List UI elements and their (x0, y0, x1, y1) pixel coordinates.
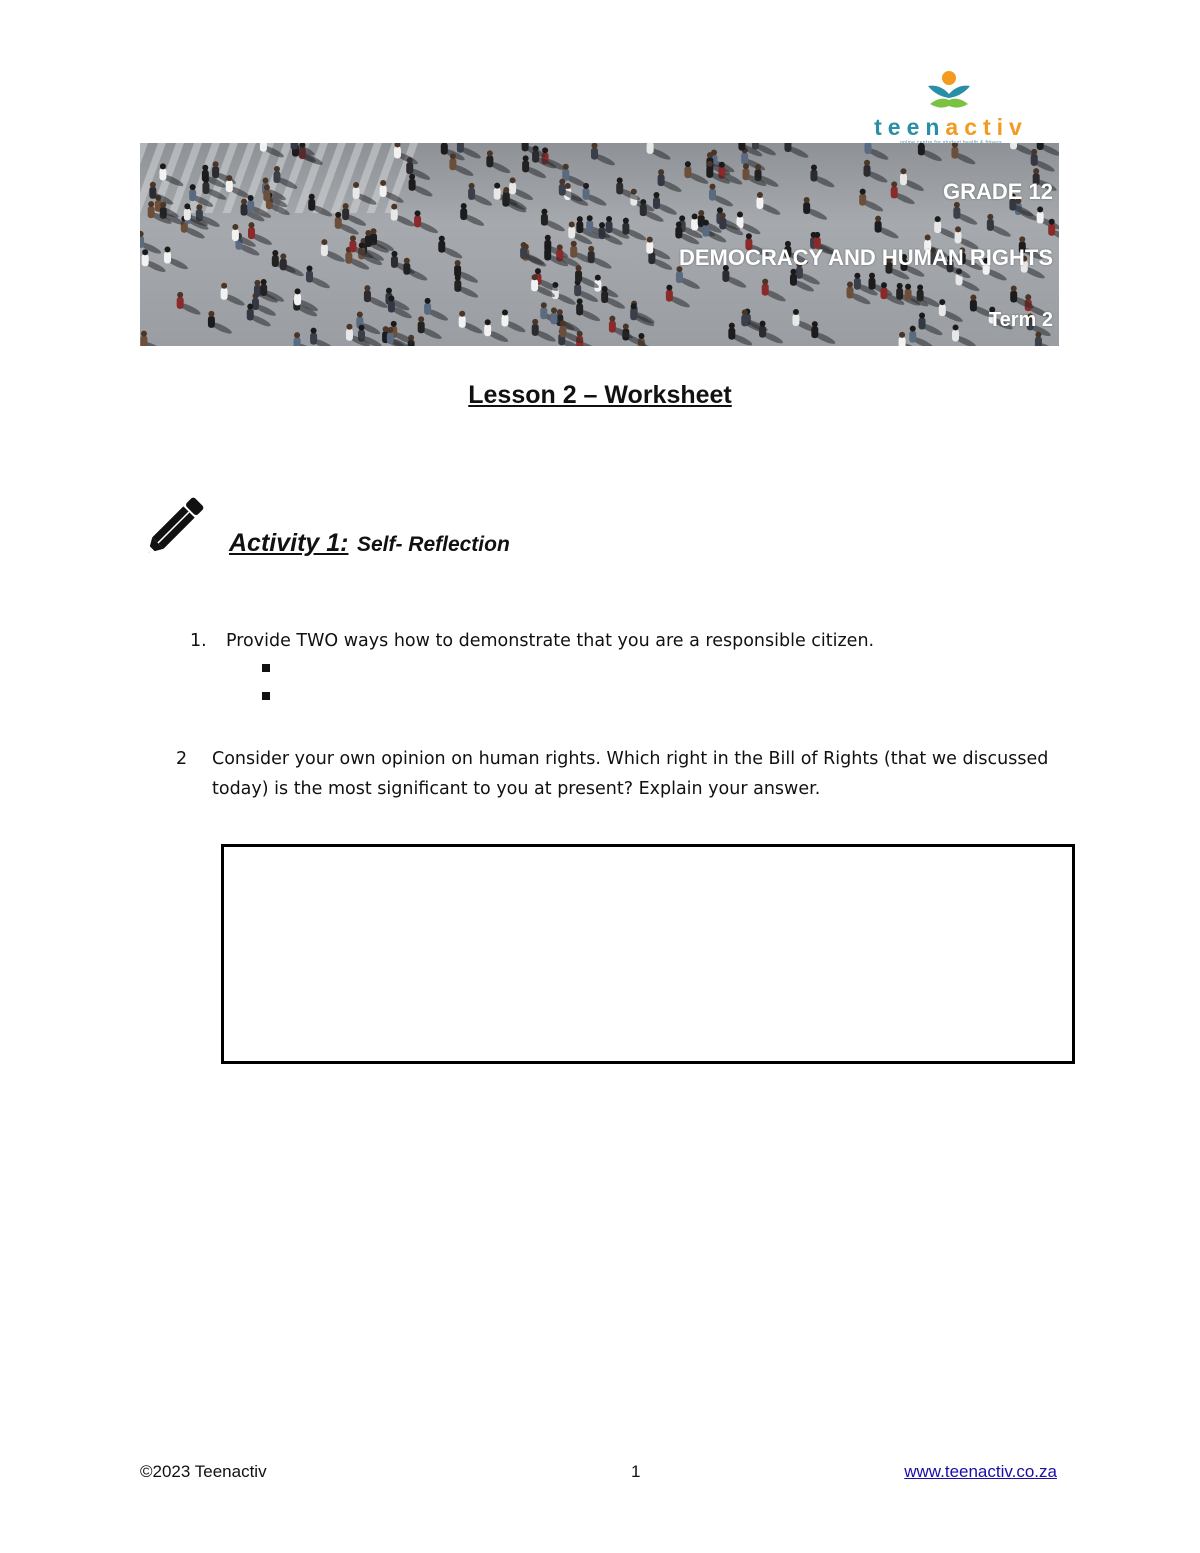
question-2-text: Consider your own opinion on human rights. Which right in the Bill of Rights (that we discussed today) is the most significant to you at present? Explain your answer. (212, 749, 1049, 799)
footer-copyright: ©2023 Teenactiv (140, 1462, 267, 1481)
teenactiv-logo (846, 70, 1056, 144)
pencil-icon (140, 487, 214, 561)
logo-wordmark: teenactiv (874, 114, 1028, 140)
question-2-number: 2 (176, 749, 188, 769)
teenactiv-logo-icon (924, 70, 974, 112)
banner-subject: DEMOCRACY AND HUMAN RIGHTS (679, 245, 1053, 270)
page-title: Lesson 2 – Worksheet (468, 381, 732, 409)
activity-label: Activity 1: (229, 529, 349, 557)
footer-website-link[interactable]: www.teenactiv.co.za (904, 1462, 1057, 1481)
footer-page-number: 1 (631, 1462, 641, 1481)
activity-subtitle: Self- Reflection (356, 533, 510, 556)
header-banner (140, 143, 1059, 346)
answer-bullet (262, 664, 270, 672)
activity-heading (229, 529, 510, 558)
banner-grade: GRADE 12 (942, 179, 1053, 204)
question-1-number: 1. (190, 631, 207, 651)
question-1-text: Provide TWO ways how to demonstrate that you are a responsible citizen. (226, 631, 875, 651)
banner-term: Term 2 (988, 309, 1053, 331)
answer-bullet (262, 692, 270, 700)
answer-box[interactable] (221, 844, 1075, 1064)
